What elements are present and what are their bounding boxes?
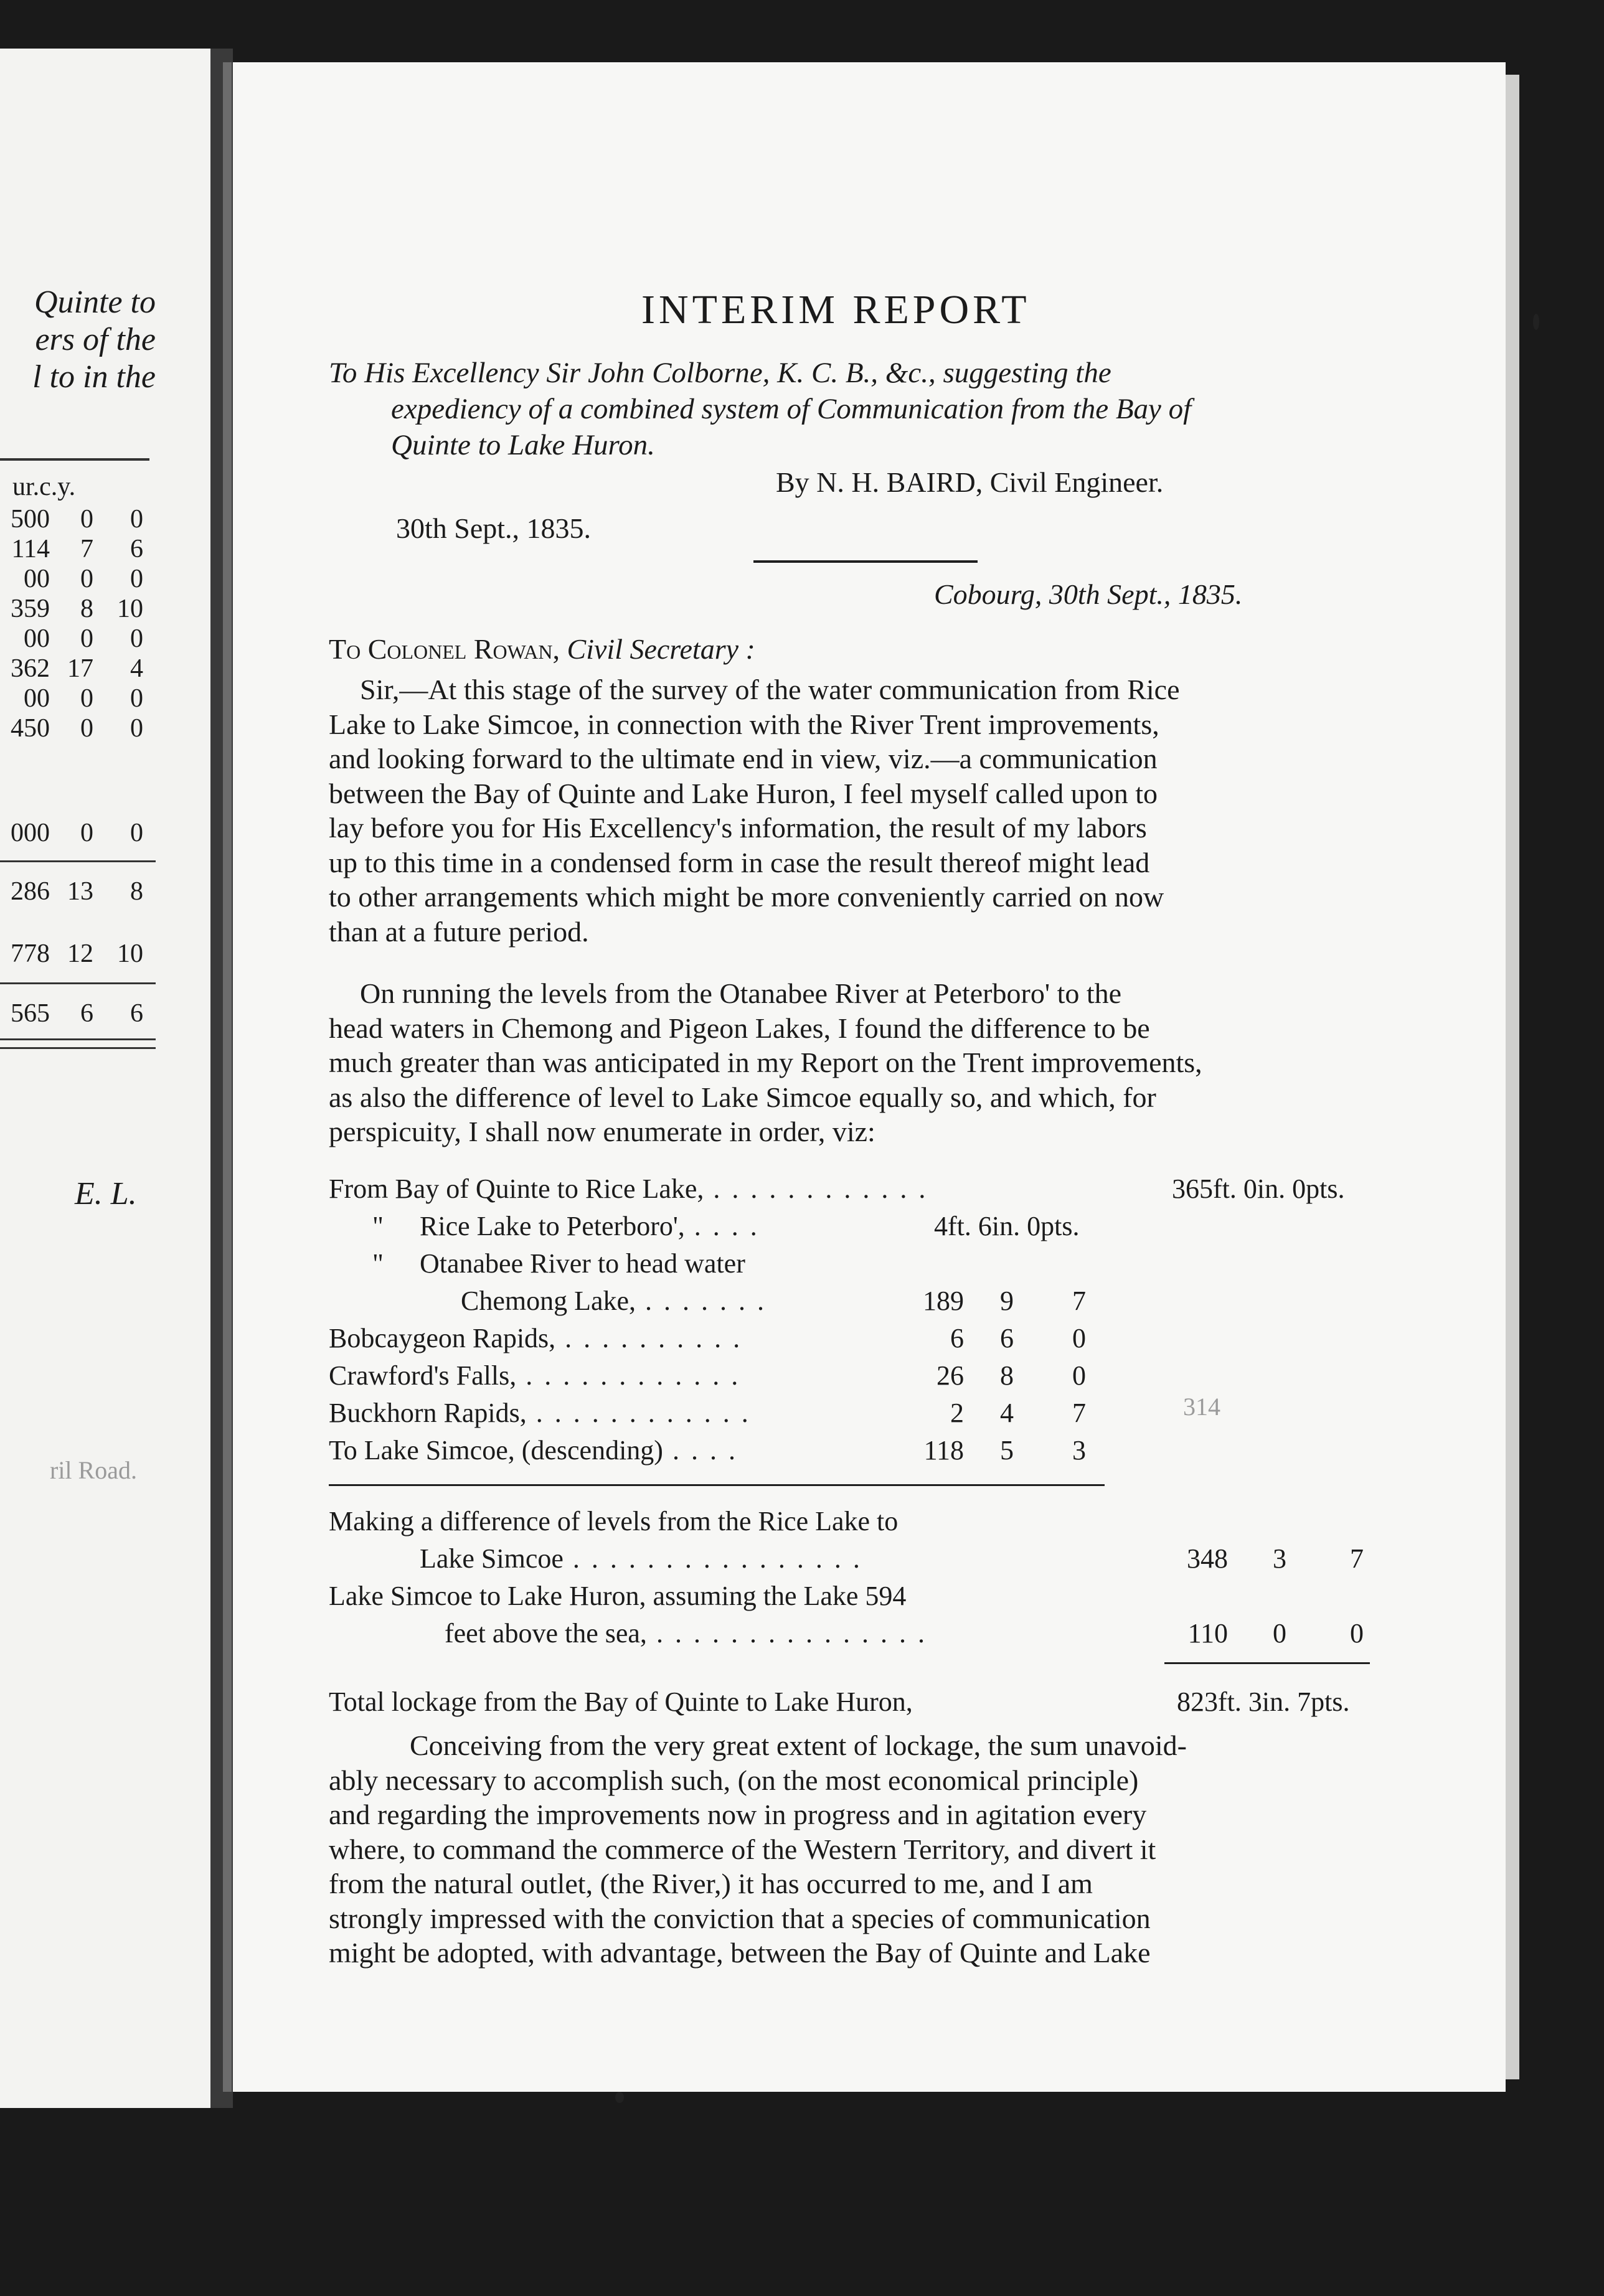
ink-blemish — [1533, 314, 1539, 330]
levels-item-in: 4 — [1000, 1398, 1014, 1428]
paragraph-1 — [329, 672, 1412, 949]
total-value: 823ft. 3in. 7pts. — [1177, 1687, 1350, 1717]
salutation-title: Civil Secretary : — [567, 633, 755, 665]
huron-ft: 110 — [1187, 1618, 1228, 1649]
levels-item-label: To Lake Simcoe, (descending) . . . . — [329, 1435, 738, 1466]
left-sum-rule — [0, 982, 156, 984]
levels-row1-label: From Bay of Quinte to Rice Lake, . . . . . . . . . . . . — [329, 1174, 928, 1204]
text-line: to other arrangements which might be more conveniently carried on now — [329, 881, 1164, 913]
left-rule — [0, 458, 149, 461]
levels-item-ft: 6 — [950, 1323, 964, 1353]
left-double-rule — [0, 1038, 156, 1040]
left-heading-line-3: l to in the — [32, 359, 156, 395]
levels-row2-value: 4ft. 6in. 0pts. — [934, 1211, 1080, 1241]
paragraph-3 — [329, 1728, 1412, 1970]
ink-blemish — [615, 2092, 624, 2103]
page-spine-shadow — [223, 62, 232, 2092]
levels-row4-label: Chemong Lake, . . . . . . . — [461, 1286, 767, 1316]
text-line: much greater than was anticipated in my Report on the Trent improvements, — [329, 1047, 1202, 1078]
text-line: where, to command the commerce of the Western Territory, and divert it — [329, 1833, 1156, 1865]
levels-item-pts: 7 — [1072, 1398, 1086, 1428]
byline: By N. H. BAIRD, Civil Engineer. — [776, 466, 1164, 498]
left-row: 00 0 0 — [24, 684, 143, 713]
levels-row1-value: 365ft. 0in. 0pts. — [1172, 1174, 1345, 1204]
dedication-line-2: expediency of a combined system of Communication from the Bay of — [391, 393, 1192, 425]
levels-item-in: 5 — [1000, 1435, 1014, 1466]
salutation — [329, 633, 755, 666]
date-line: 30th Sept., 1835. — [396, 512, 592, 544]
left-col-header: ur.c.y. — [12, 473, 76, 501]
levels-item-pts: 3 — [1072, 1435, 1086, 1466]
header-rule — [753, 560, 978, 563]
left-row: 00 0 0 — [24, 624, 143, 653]
levels-row4-in: 9 — [1000, 1286, 1014, 1316]
making-pts: 7 — [1350, 1543, 1364, 1574]
levels-item-ft: 118 — [923, 1435, 964, 1466]
levels-item-ft: 2 — [950, 1398, 964, 1428]
text-line: Conceiving from the very great extent of lockage, the sum unavoid- — [410, 1729, 1187, 1761]
total-rule — [1164, 1662, 1370, 1664]
text-line: might be adopted, with advantage, between the Bay of Quinte and Lake — [329, 1937, 1151, 1969]
huron-pts: 0 — [1350, 1618, 1364, 1649]
text-line: and looking forward to the ultimate end in view, viz.—a communication — [329, 743, 1158, 774]
text-line: and regarding the improvements now in progress and in agitation every — [329, 1799, 1147, 1830]
making-line-2: Lake Simcoe . . . . . . . . . . . . . . . . — [420, 1543, 862, 1574]
levels-subtotal-rule — [329, 1484, 1105, 1486]
ditto-mark: " — [372, 1248, 384, 1279]
huron-in: 0 — [1273, 1618, 1286, 1649]
dedication-line-3: Quinte to Lake Huron. — [391, 429, 655, 461]
levels-row2-label: Rice Lake to Peterboro', . . . . — [420, 1211, 760, 1241]
text-line: than at a future period. — [329, 915, 589, 948]
text-line: from the natural outlet, (the River,) it has occurred to me, and I am — [329, 1868, 1093, 1899]
left-row: 000 0 0 — [11, 819, 143, 847]
text-line: ably necessary to accomplish such, (on the most economical principle) — [329, 1764, 1139, 1796]
right-page-edge — [1506, 75, 1519, 2079]
levels-item-label: Bobcaygeon Rapids, . . . . . . . . . . — [329, 1323, 743, 1353]
left-sum-rule — [0, 860, 156, 862]
left-row: 359 8 10 — [11, 595, 143, 623]
left-row: 286 13 8 — [11, 877, 143, 906]
paragraph-2 — [329, 976, 1412, 1149]
left-side-note: E. L. — [75, 1176, 137, 1212]
left-row: 778 12 10 — [11, 939, 143, 968]
salutation-addressee: To Colonel Rowan, — [329, 633, 560, 665]
left-row: 00 0 0 — [24, 565, 143, 593]
making-line-1: Making a difference of levels from the Rice Lake to — [329, 1506, 899, 1536]
text-line: Lake to Lake Simcoe, in connection with the River Trent improvements, — [329, 708, 1159, 740]
text-line: up to this time in a condensed form in case the result thereof might lead — [329, 846, 1150, 878]
text-line: as also the difference of level to Lake Simcoe equally so, and which, for — [329, 1081, 1156, 1113]
text-line: head waters in Chemong and Pigeon Lakes, I found the difference to be — [329, 1012, 1150, 1044]
text-line: lay before you for His Excellency's information, the result of my labors — [329, 812, 1147, 844]
left-heading-line-1: Quinte to — [34, 285, 156, 320]
levels-item-pts: 0 — [1072, 1360, 1086, 1391]
left-facing-page — [0, 49, 210, 2108]
making-ft: 348 — [1187, 1543, 1228, 1574]
text-line: between the Bay of Quinte and Lake Huron, I feel myself called upon to — [329, 777, 1158, 809]
making-in: 3 — [1273, 1543, 1286, 1574]
left-heading-line-2: ers of the — [35, 322, 156, 357]
total-label: Total lockage from the Bay of Quinte to Lake Huron, — [329, 1687, 913, 1717]
left-row: 114 7 6 — [11, 535, 143, 563]
report-title: INTERIM REPORT — [641, 287, 1031, 332]
text-line: Sir,—At this stage of the survey of the water communication from Rice — [360, 674, 1180, 705]
text-line: strongly impressed with the conviction that a species of communication — [329, 1902, 1151, 1934]
levels-item-label: Buckhorn Rapids, . . . . . . . . . . . . — [329, 1398, 751, 1428]
text-line: perspicuity, I shall now enumerate in order, viz: — [329, 1116, 875, 1147]
levels-row4-ft: 189 — [923, 1286, 964, 1316]
left-faint-note: ril Road. — [50, 1456, 137, 1484]
left-row: 565 6 6 — [11, 999, 143, 1028]
left-row: 500 0 0 — [11, 505, 143, 534]
levels-item-pts: 0 — [1072, 1323, 1086, 1353]
levels-item-ft: 26 — [936, 1360, 964, 1391]
margin-pencil-note: 314 — [1183, 1393, 1220, 1421]
dedication-line-1: To His Excellency Sir John Colborne, K. C. B., &c., suggesting the — [329, 357, 1111, 389]
levels-item-in: 6 — [1000, 1323, 1014, 1353]
text-line: On running the levels from the Otanabee River at Peterboro' to the — [360, 977, 1122, 1009]
huron-line-1: Lake Simcoe to Lake Huron, assuming the Lake 594 — [329, 1581, 907, 1611]
levels-item-in: 8 — [1000, 1360, 1014, 1391]
left-row: 450 0 0 — [11, 714, 143, 743]
place-date: Cobourg, 30th Sept., 1835. — [934, 578, 1243, 610]
huron-line-2: feet above the sea, . . . . . . . . . . . . . . . — [445, 1618, 927, 1649]
levels-row4-pts: 7 — [1072, 1286, 1086, 1316]
left-row: 362 17 4 — [11, 654, 143, 683]
levels-row3-label: Otanabee River to head water — [420, 1248, 745, 1279]
levels-item-label: Crawford's Falls, . . . . . . . . . . . . — [329, 1360, 741, 1391]
left-double-rule — [0, 1047, 156, 1049]
ditto-mark: " — [372, 1211, 384, 1241]
